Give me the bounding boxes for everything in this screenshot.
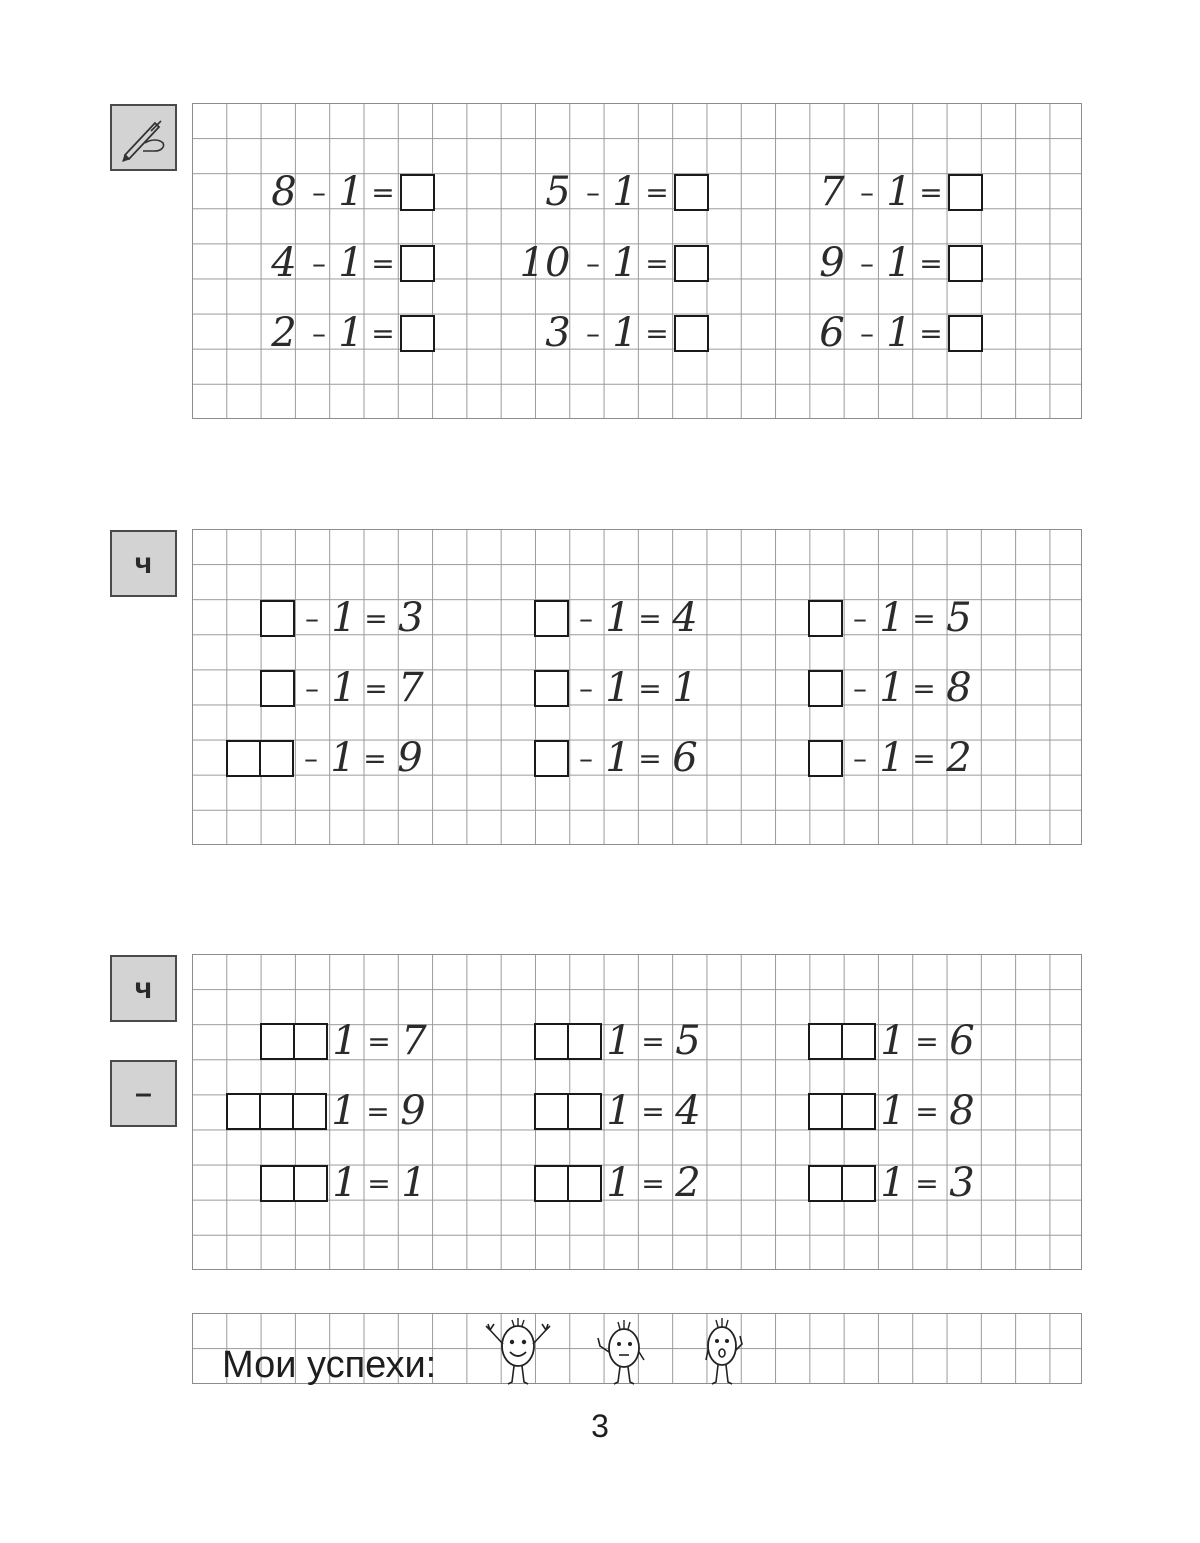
minus-sign: –	[579, 601, 593, 635]
equation	[808, 737, 977, 779]
missing-number-box[interactable]	[226, 740, 261, 777]
minus-sign: –	[853, 671, 867, 705]
subtrahend: 1	[612, 310, 638, 356]
subtrahend: 1	[886, 169, 912, 215]
operand: 1	[606, 1018, 632, 1064]
subtrahend: 1	[886, 240, 912, 286]
missing-number-box-group	[534, 670, 569, 707]
missing-number-box[interactable]	[261, 740, 294, 777]
result: 6	[949, 1018, 975, 1064]
equals-sign: =	[367, 1024, 391, 1058]
equation	[534, 597, 703, 639]
missing-sign-box-group	[808, 1165, 876, 1202]
minuend: 7	[819, 169, 845, 215]
result: 2	[946, 735, 972, 781]
result: 5	[675, 1018, 701, 1064]
answer-box-group	[674, 174, 709, 211]
missing-sign-box-group	[260, 1023, 328, 1060]
equals-sign: =	[367, 1166, 391, 1200]
equation	[260, 1162, 432, 1204]
equation	[540, 171, 709, 213]
equals-sign: =	[638, 671, 662, 705]
subtrahend: 1	[605, 595, 631, 641]
minuend: 6	[819, 310, 845, 356]
equals-sign: =	[363, 741, 387, 775]
minus-sign: –	[312, 316, 326, 350]
equals-sign: =	[641, 1166, 665, 1200]
answer-box[interactable]	[948, 315, 983, 352]
equation	[808, 597, 977, 639]
equals-sign: =	[371, 246, 395, 280]
subtrahend: 1	[605, 665, 631, 711]
result: 2	[675, 1160, 701, 1206]
result: 7	[401, 1018, 427, 1064]
answer-box[interactable]	[400, 245, 435, 282]
equation	[814, 312, 983, 354]
equals-sign: =	[645, 246, 669, 280]
equals-sign: =	[919, 246, 943, 280]
missing-sign-box-group	[534, 1165, 602, 1202]
answer-box[interactable]	[674, 174, 709, 211]
result: 8	[946, 665, 972, 711]
operand: 1	[880, 1160, 906, 1206]
operand: 1	[606, 1160, 632, 1206]
missing-number-box[interactable]	[808, 670, 843, 707]
missing-sign-box[interactable]	[843, 1165, 876, 1202]
minus-sign: –	[305, 671, 319, 705]
missing-sign-box[interactable]	[260, 1165, 295, 1202]
missing-sign-box[interactable]	[294, 1093, 327, 1130]
equation	[808, 1090, 980, 1132]
result: 4	[672, 595, 698, 641]
answer-box-group	[674, 245, 709, 282]
subtrahend: 1	[886, 310, 912, 356]
missing-sign-box[interactable]	[534, 1165, 569, 1202]
pencil-hand-icon-box	[110, 104, 177, 171]
operand: 1	[331, 1088, 357, 1134]
minus-sign: –	[853, 741, 867, 775]
answer-box[interactable]	[400, 315, 435, 352]
missing-sign-box[interactable]	[569, 1093, 602, 1130]
missing-sign-box[interactable]	[226, 1093, 261, 1130]
result: 8	[949, 1088, 975, 1134]
missing-sign-box[interactable]	[261, 1093, 294, 1130]
minus-sign: –	[860, 175, 874, 209]
equation	[534, 1090, 706, 1132]
missing-sign-box-group	[260, 1165, 328, 1202]
minuend: 2	[271, 310, 297, 356]
minus-sign: –	[853, 601, 867, 635]
answer-box-group	[674, 315, 709, 352]
minus-sign: –	[586, 316, 600, 350]
minus-sign: –	[586, 175, 600, 209]
operand: 1	[606, 1088, 632, 1134]
subtrahend: 1	[879, 665, 905, 711]
answer-box[interactable]	[674, 315, 709, 352]
missing-number-box-group	[808, 600, 843, 637]
missing-sign-box[interactable]	[295, 1165, 328, 1202]
result: 9	[400, 1088, 426, 1134]
answer-box[interactable]	[948, 174, 983, 211]
minuend: 5	[545, 169, 571, 215]
icon-box-minus	[110, 1060, 177, 1127]
missing-sign-box[interactable]	[295, 1023, 328, 1060]
missing-number-box[interactable]	[808, 740, 843, 777]
operand: 1	[880, 1088, 906, 1134]
equals-sign: =	[645, 316, 669, 350]
equals-sign: =	[919, 316, 943, 350]
subtrahend: 1	[331, 595, 357, 641]
missing-sign-box[interactable]	[569, 1023, 602, 1060]
missing-number-box-group	[808, 670, 843, 707]
equals-sign: =	[641, 1024, 665, 1058]
missing-sign-box-group	[226, 1093, 327, 1130]
subtrahend: 1	[338, 240, 364, 286]
equals-sign: =	[371, 316, 395, 350]
answer-box-group	[948, 245, 983, 282]
equation	[808, 1020, 980, 1062]
minus-sign: –	[860, 316, 874, 350]
equation	[514, 242, 709, 284]
ch-label: ч	[134, 546, 153, 580]
missing-sign-box[interactable]	[534, 1093, 569, 1130]
missing-sign-box[interactable]	[534, 1023, 569, 1060]
icon-box-ch-2	[110, 955, 177, 1022]
answer-box-group	[948, 315, 983, 352]
equation	[814, 242, 983, 284]
equals-sign: =	[371, 175, 395, 209]
missing-sign-box[interactable]	[569, 1165, 602, 1202]
minus-sign: –	[312, 175, 326, 209]
minuend: 3	[545, 310, 571, 356]
icon-box-ch-1	[110, 530, 177, 597]
subtrahend: 1	[612, 240, 638, 286]
subtrahend: 1	[338, 169, 364, 215]
equals-sign: =	[638, 601, 662, 635]
equals-sign: =	[638, 741, 662, 775]
equals-sign: =	[912, 601, 936, 635]
missing-number-box-group	[260, 600, 295, 637]
missing-sign-box-group	[808, 1093, 876, 1130]
equation	[534, 1162, 706, 1204]
missing-sign-box[interactable]	[843, 1093, 876, 1130]
equals-sign: =	[912, 741, 936, 775]
result: 6	[672, 735, 698, 781]
missing-number-box-group	[534, 740, 569, 777]
equation	[260, 1020, 432, 1062]
minus-sign: –	[586, 246, 600, 280]
operand: 1	[880, 1018, 906, 1064]
equals-sign: =	[915, 1024, 939, 1058]
ch-label: ч	[134, 971, 153, 1005]
operand: 1	[332, 1160, 358, 1206]
missing-sign-box[interactable]	[260, 1023, 295, 1060]
operand: 1	[332, 1018, 358, 1064]
missing-sign-box-group	[534, 1093, 602, 1130]
pencil-in-hand-icon	[115, 109, 173, 167]
equals-sign: =	[645, 175, 669, 209]
missing-number-box[interactable]	[808, 600, 843, 637]
answer-box-group	[948, 174, 983, 211]
answer-box-group	[400, 315, 435, 352]
missing-sign-box[interactable]	[808, 1165, 843, 1202]
happy-face-icon[interactable]	[478, 1312, 558, 1388]
equals-sign: =	[912, 671, 936, 705]
surprised-face-icon[interactable]	[692, 1310, 752, 1390]
missing-number-box[interactable]	[260, 670, 295, 707]
result: 4	[675, 1088, 701, 1134]
missing-sign-box-group	[808, 1023, 876, 1060]
minus-label: –	[135, 1076, 152, 1110]
equation	[808, 667, 977, 709]
equals-sign: =	[364, 601, 388, 635]
minuend: 8	[271, 169, 297, 215]
equals-sign: =	[915, 1094, 939, 1128]
missing-sign-box-group	[534, 1023, 602, 1060]
equation	[266, 171, 435, 213]
subtrahend: 1	[612, 169, 638, 215]
page-number: 3	[591, 1408, 609, 1444]
thinking-face-icon[interactable]	[588, 1312, 658, 1388]
my-progress-label: Мои успехи:	[222, 1344, 437, 1386]
equals-sign: =	[364, 671, 388, 705]
equation	[534, 667, 703, 709]
answer-box-group	[400, 245, 435, 282]
subtrahend: 1	[331, 665, 357, 711]
minus-sign: –	[579, 671, 593, 705]
result: 1	[401, 1160, 427, 1206]
equals-sign: =	[915, 1166, 939, 1200]
equals-sign: =	[641, 1094, 665, 1128]
equation	[266, 312, 435, 354]
equation	[540, 312, 709, 354]
missing-number-box[interactable]	[534, 670, 569, 707]
minus-sign: –	[305, 601, 319, 635]
equation	[266, 242, 435, 284]
minus-sign: –	[304, 741, 318, 775]
result: 7	[398, 665, 424, 711]
equation	[814, 171, 983, 213]
subtrahend: 1	[338, 310, 364, 356]
equation	[534, 737, 703, 779]
missing-sign-box[interactable]	[843, 1023, 876, 1060]
missing-number-box-group	[226, 740, 294, 777]
equals-sign: =	[919, 175, 943, 209]
subtrahend: 1	[879, 595, 905, 641]
equation	[226, 1090, 431, 1132]
equation	[226, 737, 428, 779]
subtrahend: 1	[330, 735, 356, 781]
answer-box[interactable]	[674, 245, 709, 282]
equation	[260, 667, 429, 709]
missing-number-box-group	[534, 600, 569, 637]
missing-number-box[interactable]	[260, 600, 295, 637]
answer-box[interactable]	[948, 245, 983, 282]
missing-sign-box[interactable]	[808, 1023, 843, 1060]
subtrahend: 1	[879, 735, 905, 781]
subtrahend: 1	[605, 735, 631, 781]
minus-sign: –	[312, 246, 326, 280]
missing-number-box[interactable]	[534, 740, 569, 777]
missing-number-box[interactable]	[534, 600, 569, 637]
answer-box[interactable]	[400, 174, 435, 211]
equation	[260, 597, 429, 639]
equation	[534, 1020, 706, 1062]
missing-number-box-group	[808, 740, 843, 777]
equation	[808, 1162, 980, 1204]
minuend: 10	[519, 240, 571, 286]
result: 5	[946, 595, 972, 641]
minus-sign: –	[860, 246, 874, 280]
equals-sign: =	[366, 1094, 390, 1128]
result: 1	[672, 665, 698, 711]
missing-sign-box[interactable]	[808, 1093, 843, 1130]
missing-number-box-group	[260, 670, 295, 707]
result: 9	[397, 735, 423, 781]
minus-sign: –	[579, 741, 593, 775]
minuend: 4	[271, 240, 297, 286]
result: 3	[949, 1160, 975, 1206]
result: 3	[398, 595, 424, 641]
answer-box-group	[400, 174, 435, 211]
minuend: 9	[819, 240, 845, 286]
